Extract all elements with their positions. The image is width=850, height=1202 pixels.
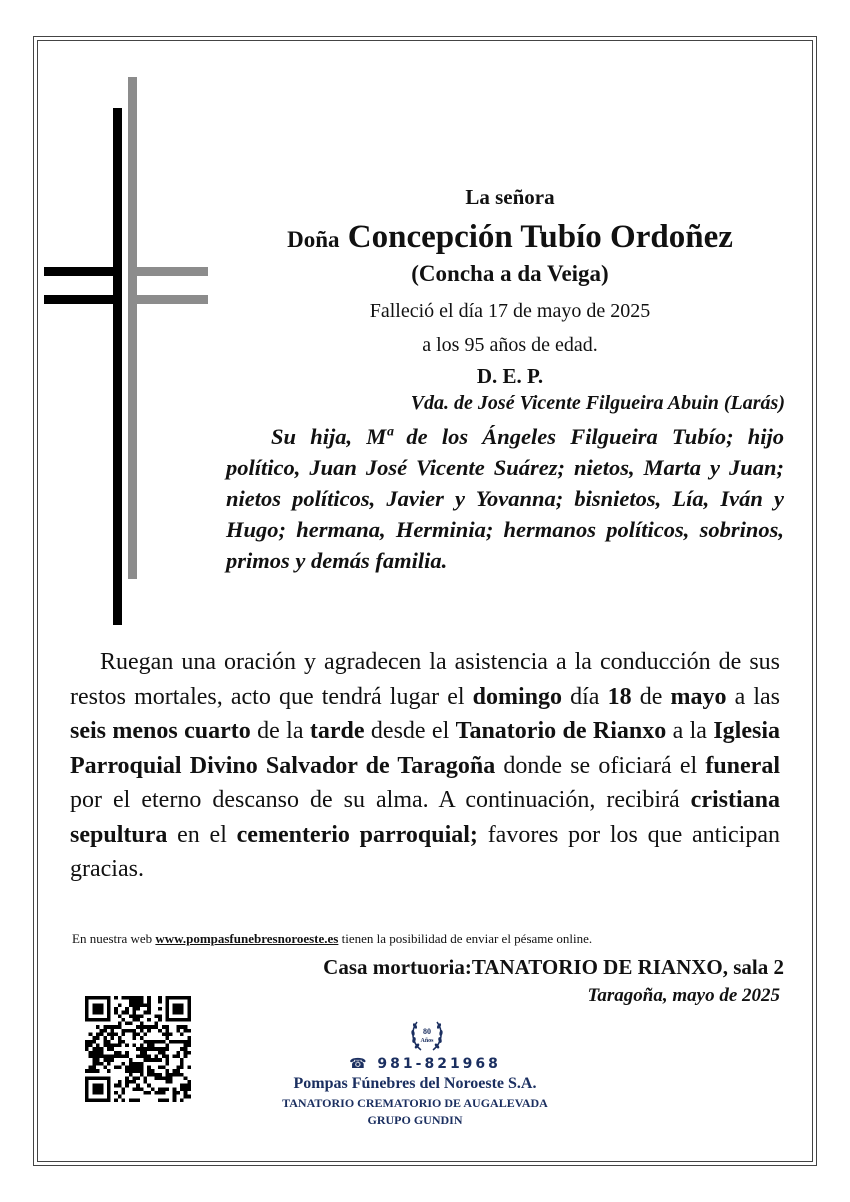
- company-name: Pompas Fúnebres del Noroeste S.A.: [293, 1075, 537, 1092]
- body-segment: Ruegan una oración y agradecen la asistencia a la conducción de sus restos mortales, acto que tendrá lugar el: [70, 649, 780, 710]
- emblem-number: 80: [423, 1027, 431, 1036]
- body-segment: Tanatorio de Rianxo: [455, 718, 667, 744]
- group-name: GRUPO GUNDIN: [367, 1113, 463, 1127]
- widow-text: Vda. de José Vicente Filgueira Abuin (Larás): [410, 392, 785, 414]
- deceased-name: Concepción Tubío Ordoñez: [347, 219, 733, 255]
- deceased-name-line: [230, 219, 790, 256]
- body-segment: donde se oficiará el: [495, 752, 706, 779]
- body-segment: mayo: [670, 683, 727, 710]
- body-segment: funeral: [705, 752, 780, 779]
- death-date: Falleció el día 17 de mayo de 2025: [369, 300, 651, 322]
- emblem-word: Años: [420, 1038, 434, 1044]
- body-segment: cristiana sepultura: [70, 787, 780, 848]
- family-list: Su hija, Mª de los Ángeles Filgueira Tubío; hijo político, Juan José Vicente Suárez; nietos, Marta y Juan; nietos políticos, Javier y Yovanna; bisnietos, Lía, Iván y Hugo; hermana, Herminia; hermanos políticos, sobrinos, primos y demás familia.: [226, 424, 784, 573]
- body-segment: día: [562, 683, 608, 710]
- intro-text: La señora: [465, 185, 555, 209]
- phone-number: 981-821968: [377, 1056, 501, 1072]
- body-segment: tarde: [309, 718, 365, 744]
- body-segment: 18: [607, 683, 632, 710]
- place-date: Taragoña, mayo de 2025: [587, 985, 780, 1006]
- body-segment: por el eterno descanso de su alma. A continuación, recibirá: [70, 787, 691, 813]
- phone-line: [280, 1056, 570, 1072]
- body-segment: favores por los que anticipan gracias.: [70, 821, 780, 882]
- qr-code-icon: [85, 996, 191, 1102]
- ceremony-details: [70, 645, 780, 887]
- casa-mortuoria: Casa mortuoria:TANATORIO DE RIANXO, sala 2: [323, 955, 784, 979]
- age-text: a los 95 años de edad.: [422, 334, 598, 356]
- web-note: [72, 931, 592, 947]
- body-segment: a las: [726, 683, 781, 710]
- body-segment: en el: [167, 821, 237, 848]
- nickname: (Concha a da Veiga): [411, 261, 609, 286]
- body-segment: desde el: [364, 718, 456, 744]
- rip-text: D. E. P.: [476, 364, 544, 388]
- phone-icon: ☎: [349, 1056, 370, 1072]
- body-segment: de la: [250, 718, 310, 744]
- anniversary-laurel-icon: [408, 1016, 446, 1056]
- body-segment: domingo: [472, 683, 563, 710]
- body-segment: a la: [666, 718, 714, 744]
- web-note-suffix: tienen la posibilidad de enviar el pésame online.: [338, 931, 593, 946]
- body-segment: de: [631, 683, 671, 710]
- crematorium-name: TANATORIO CREMATORIO DE AUGALEVADA: [282, 1096, 548, 1110]
- honorific: Doña: [287, 227, 340, 252]
- web-note-prefix: En nuestra web: [72, 931, 156, 946]
- body-segment: Iglesia Parroquial Divino Salvador de Taragoña: [70, 718, 781, 779]
- body-segment: cementerio parroquial;: [236, 821, 478, 848]
- body-segment: seis menos cuarto: [70, 718, 251, 744]
- website-link[interactable]: www.pompasfunebresnoroeste.es: [155, 931, 339, 946]
